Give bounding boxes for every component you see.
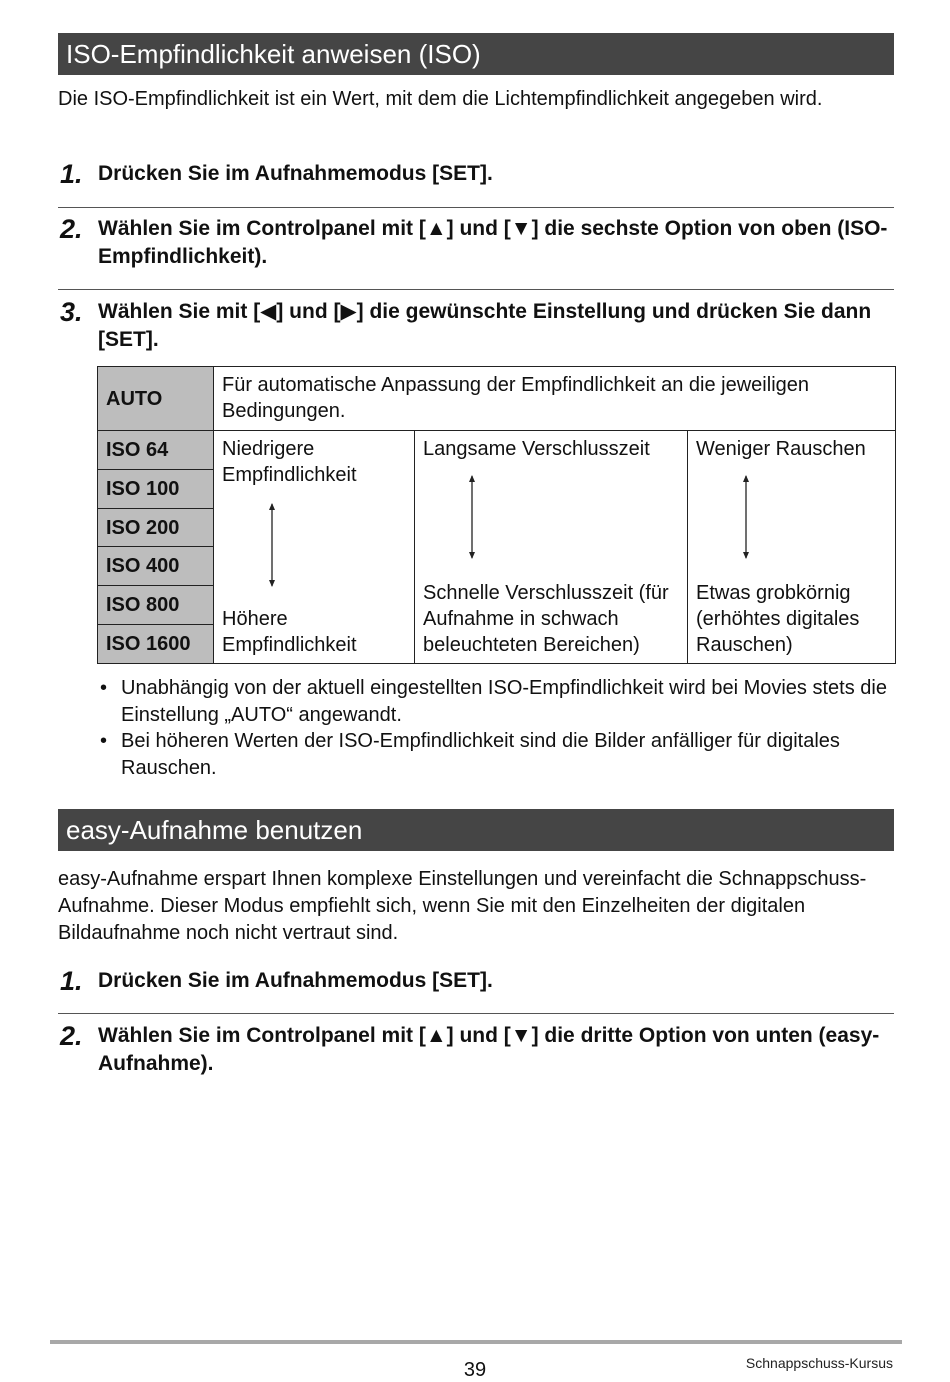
noise-low-text: Weniger Rauschen [696,438,866,460]
list-item: • Bei höheren Werten der ISO-Empfindlichkeit sind die Bilder anfälliger für digitales Rauschen. [100,730,840,779]
page-number: 39 [463,1359,487,1381]
note-text: Bei höheren Werten der ISO-Empfindlichkeit sind die Bilder anfälliger für digitales Rauschen. [121,730,840,779]
section-title-iso: ISO-Empfindlichkeit anweisen (ISO) [58,33,894,75]
shutter-column [415,431,688,664]
table-row [98,367,896,431]
list-item: • Unabhängig von der aktuell eingestellten ISO-Empfindlichkeit wird bei Movies stets die Einstellung „AUTO“ angewandt. [100,677,887,726]
step-text: Wählen Sie im Controlpanel mit [▲] und [▼] die sechste Option von oben (ISO-Empfindlichkeit). [98,217,888,268]
iso-settings-table [97,366,896,664]
iso-label: ISO 64 [98,431,214,470]
table-row [98,431,896,470]
step-number: 2. [60,214,83,244]
step-number: 1. [60,966,83,996]
iso-label: ISO 1600 [98,625,214,664]
notes-list [100,675,894,781]
iso-label: ISO 200 [98,508,214,547]
step-divider [58,1013,894,1014]
step-text: Drücken Sie im Aufnahmemodus [SET]. [98,969,493,992]
double-arrow-icon [741,474,751,560]
shutter-slow-text: Langsame Verschlusszeit [423,438,650,460]
sensitivity-high-text: Höhere Empfindlichkeit [222,608,357,656]
noise-column [688,431,896,664]
step-number: 1. [60,159,83,189]
step-text: Wählen Sie im Controlpanel mit [▲] und [▼] die dritte Option von unten (easy-Aufnahme). [98,1024,880,1075]
note-text: Unabhängig von der aktuell eingestellten ISO-Empfindlichkeit wird bei Movies stets die Einstellung „AUTO“ angewandt. [121,677,887,726]
section-intro-easy: easy-Aufnahme erspart Ihnen komplexe Einstellungen und vereinfacht die Schnappschuss-Aufnahme. Dieser Modus empfiehlt sich, wenn Sie mit den Einzelheiten der digitalen Bildaufnahme noch nicht vertraut sind. [58,868,867,944]
sensitivity-low-text: Niedrigere Empfindlichkeit [222,438,357,486]
sensitivity-column [214,431,415,664]
step-text: Drücken Sie im Aufnahmemodus [SET]. [98,162,493,185]
shutter-fast-text: Schnelle Verschlusszeit (für Aufnahme in schwach beleuchteten Bereichen) [423,582,669,656]
auto-description: Für automatische Anpassung der Empfindlichkeit an die jeweiligen Bedingungen. [214,367,896,431]
iso-label: ISO 400 [98,547,214,586]
iso-label: ISO 800 [98,586,214,625]
double-arrow-icon [267,502,277,588]
step-divider [58,207,894,208]
section-title-easy: easy-Aufnahme benutzen [58,809,894,851]
iso-label: ISO 100 [98,469,214,508]
noise-high-text: Etwas grobkörnig (erhöhtes digitales Rauschen) [696,582,860,656]
step-number: 3. [60,297,83,327]
chapter-name: Schnappschuss-Kursus [745,1355,893,1371]
iso-label-auto: AUTO [98,367,214,431]
step-number: 2. [60,1021,83,1051]
double-arrow-icon [467,474,477,560]
footer-divider [50,1340,902,1344]
section-intro-iso: Die ISO-Empfindlichkeit ist ein Wert, mit dem die Lichtempfindlichkeit angegeben wird. [58,88,823,110]
step-text: Wählen Sie mit [◀] und [▶] die gewünschte Einstellung und drücken Sie dann [SET]. [98,300,872,351]
step-divider [58,289,894,290]
